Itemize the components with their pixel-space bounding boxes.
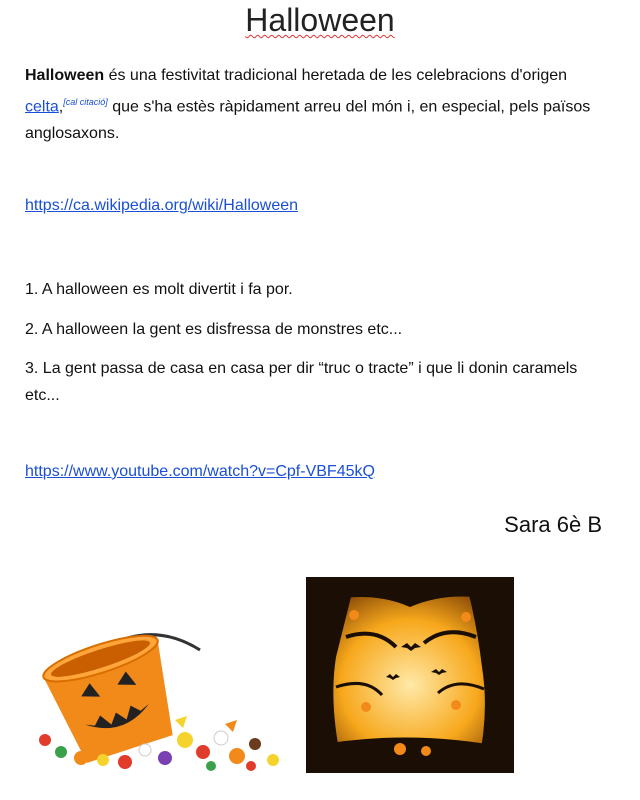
list-item: 1. A halloween es molt divertit i fa por. xyxy=(25,281,293,298)
wikipedia-link[interactable]: https://ca.wikipedia.org/wiki/Halloween xyxy=(25,197,299,214)
intro-comma: , xyxy=(58,98,64,116)
youtube-link[interactable]: https://www.youtube.com/watch?v=Cpf-VBF45kQ xyxy=(25,463,375,480)
halloween-forest-image xyxy=(306,577,514,773)
list-item: 3. La gent passa de casa en casa per dir “truc o tracte” i que li donin caramels etc... xyxy=(25,360,578,404)
intro-bold-term: Halloween xyxy=(25,67,105,84)
candy-bucket-image xyxy=(25,620,290,775)
celta-link[interactable]: celta xyxy=(25,98,59,116)
page-title: Halloween xyxy=(245,2,395,38)
intro-paragraph xyxy=(25,62,600,147)
author-signature: Sara 6è B xyxy=(504,512,602,537)
list-item: 2. A halloween la gent es disfressa de monstres etc... xyxy=(25,321,403,338)
intro-text-2: que s'ha estès ràpidament arreu del món i, en especial, pels països anglosaxons. xyxy=(25,98,591,143)
citation-needed-link[interactable]: [cal citació] xyxy=(63,97,108,107)
intro-text-1: és una festivitat tradicional heretada de les celebracions d'origen xyxy=(104,67,568,84)
